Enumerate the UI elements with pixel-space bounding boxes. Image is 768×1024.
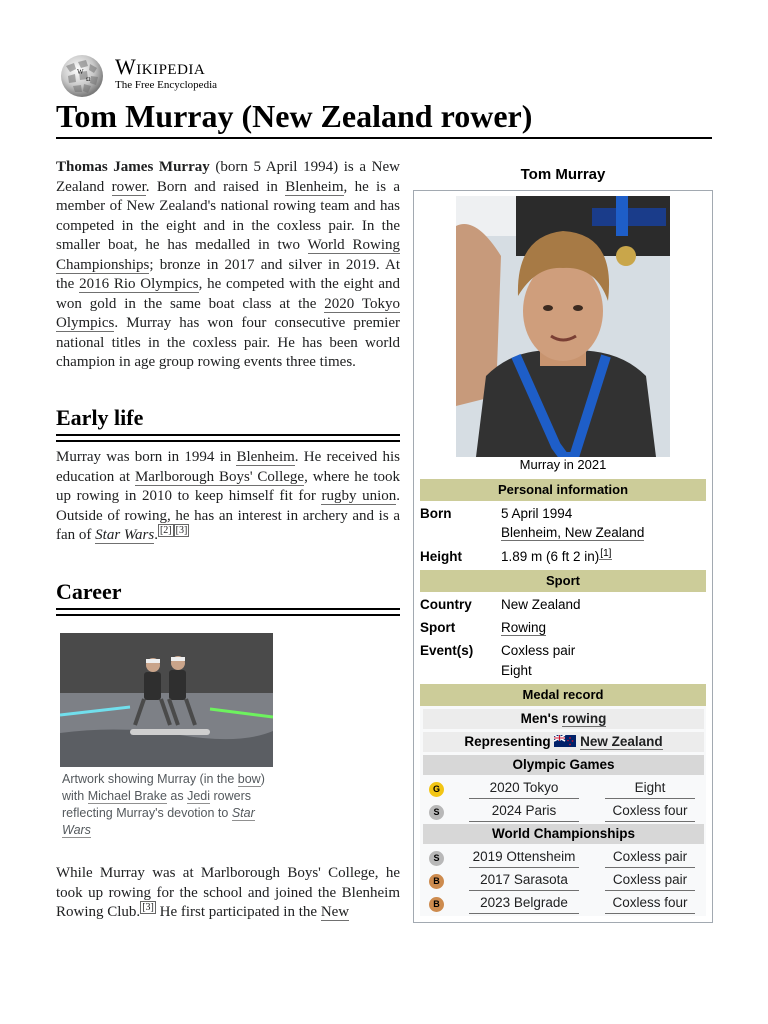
section-heading-early-life: Early life <box>56 405 144 430</box>
section-heading-career: Career <box>56 579 122 604</box>
medal-row <box>423 847 704 867</box>
link-star-wars[interactable]: Star Wars <box>62 806 255 837</box>
wikipedia-globe-icon[interactable] <box>56 54 104 98</box>
medal-row <box>423 893 704 913</box>
link-medal-event[interactable]: 2023 Belgrade <box>469 893 579 914</box>
intro-paragraph: Thomas James Murray (born 5 April 1994) is a New Zealand rower. Born and raised in Blenheim, he is a member of New Zealand's national rowing team and has competed in the eight and in the coxless pair. In the smaller boat, he has medalled in two World Rowing Championships; bronze in 2017 and silver in 2019. At the 2016 Rio Olympics, he competed with the eight and won gold in the same boat class at the 2020 Tokyo Olympics. Murray has won four consecutive premier national titles in the coxless pair. He has been world champion in age group rowing events three times. <box>56 159 400 370</box>
infobox-header-personal: Personal information <box>420 479 706 501</box>
born-label: Born <box>420 506 452 521</box>
section-rule <box>56 608 400 610</box>
bronze-medal-icon: B <box>429 897 444 912</box>
infobox-header-medal-record: Medal record <box>420 684 706 706</box>
link-2020-tokyo-olympics[interactable]: 2020 Tokyo Olympics <box>56 295 400 331</box>
representing-row: Representing New Zealand <box>423 732 704 752</box>
link-world-rowing-championships[interactable]: World Rowing Championships <box>56 237 400 273</box>
jedi-rowers-artwork-image[interactable] <box>60 633 273 767</box>
page-title: Tom Murray (New Zealand rower) <box>56 98 533 134</box>
link-medal-event[interactable]: 2019 Ottensheim <box>469 847 579 868</box>
section-rule <box>56 440 400 442</box>
silver-medal-icon: S <box>429 851 444 866</box>
link-rowing[interactable]: rowing <box>562 711 607 726</box>
photo-caption: Murray in 2021 <box>519 457 607 472</box>
career-paragraph: While Murray was at Marlborough Boys' College, he took up rowing for the school and joined the Blenheim Rowing Club. [3] He first participated in the New <box>56 865 400 920</box>
link-bow[interactable]: bow <box>237 772 261 786</box>
event-eight: Eight <box>501 663 532 678</box>
reference-1[interactable]: [1] <box>600 547 612 559</box>
country-value: New Zealand <box>501 597 581 612</box>
link-marlborough-boys-college[interactable]: Marlborough Boys' College <box>134 468 305 485</box>
section-rule <box>56 434 400 436</box>
infobox-title: Tom Murray <box>520 166 606 183</box>
link-star-wars[interactable]: Star Wars <box>95 527 155 543</box>
link-blenheim[interactable]: Blenheim <box>236 449 295 465</box>
medal-sport-row: Men's rowing <box>423 709 704 729</box>
events-label: Event(s) <box>420 643 474 658</box>
title-divider <box>56 137 712 139</box>
wikipedia-wordmark[interactable]: Wikipedia <box>115 54 206 79</box>
link-new-zealand[interactable]: New Zealand <box>580 734 663 749</box>
country-label: Country <box>420 597 472 612</box>
world-championships-header: World Championships <box>423 824 704 844</box>
link-medal-class[interactable]: Coxless four <box>605 801 695 822</box>
link-jedi[interactable]: Jedi <box>187 789 210 803</box>
figure-caption: Artwork showing Murray (in the bow) with Michael Brake as Jedi rowers reflecting Murray's devotion to Star Wars <box>62 772 265 837</box>
subject-name: Thomas James Murray <box>56 159 210 175</box>
portrait-photo[interactable] <box>456 196 670 457</box>
reference-3[interactable]: [3] <box>142 902 154 913</box>
event-coxless-pair: Coxless pair <box>501 643 576 658</box>
link-medal-class[interactable]: Eight <box>605 778 695 799</box>
medal-row <box>423 870 704 890</box>
olympic-games-header: Olympic Games <box>423 755 704 775</box>
link-medal-class[interactable]: Coxless pair <box>605 847 695 868</box>
link-rower[interactable]: rower <box>111 178 146 195</box>
bronze-medal-icon: B <box>429 874 444 889</box>
link-blenheim[interactable]: Blenheim <box>285 178 344 195</box>
height-value: 1.89 m (6 ft 2 in) <box>501 549 600 564</box>
link-medal-event[interactable]: 2017 Sarasota <box>469 870 579 891</box>
new-zealand-flag-icon <box>554 735 576 747</box>
medal-row <box>423 801 704 821</box>
link-medal-event[interactable]: 2024 Paris <box>469 801 579 822</box>
link-medal-class[interactable]: Coxless pair <box>605 870 695 891</box>
link-2016-rio-olympics[interactable]: 2016 Rio Olympics <box>79 276 199 292</box>
svg-text:W: W <box>77 68 84 76</box>
reference-2[interactable]: [2] <box>159 525 172 536</box>
silver-medal-icon: S <box>429 805 444 820</box>
reference-3[interactable]: [3] <box>175 525 188 536</box>
early-life-paragraph: Murray was born in 1994 in Blenheim. He received his education at Marlborough Boys' College, where he took up rowing in 2010 to keep himself fit for rugby union. Outside of rowing, he has an interest in archery and is a fan of Star Wars. [2] [3] <box>56 449 401 543</box>
link-rugby-union[interactable]: rugby union <box>321 488 397 504</box>
link-medal-event[interactable]: 2020 Tokyo <box>469 778 579 799</box>
medal-row <box>423 778 704 798</box>
wikipedia-tagline: The Free Encyclopedia <box>115 79 218 91</box>
born-date: 5 April 1994 <box>501 506 573 521</box>
link-rowing[interactable]: Rowing <box>501 620 547 635</box>
height-label: Height <box>420 549 462 564</box>
link-born-place[interactable]: Blenheim, New Zealand <box>501 525 645 540</box>
link-michael-brake[interactable]: Michael Brake <box>87 789 167 803</box>
link-medal-class[interactable]: Coxless four <box>605 893 695 914</box>
sport-label: Sport <box>420 620 456 635</box>
infobox-header-sport: Sport <box>420 570 706 592</box>
section-rule <box>56 614 400 616</box>
link-new[interactable]: New <box>320 904 350 920</box>
gold-medal-icon: G <box>429 782 444 797</box>
svg-text:Ω: Ω <box>86 77 91 83</box>
